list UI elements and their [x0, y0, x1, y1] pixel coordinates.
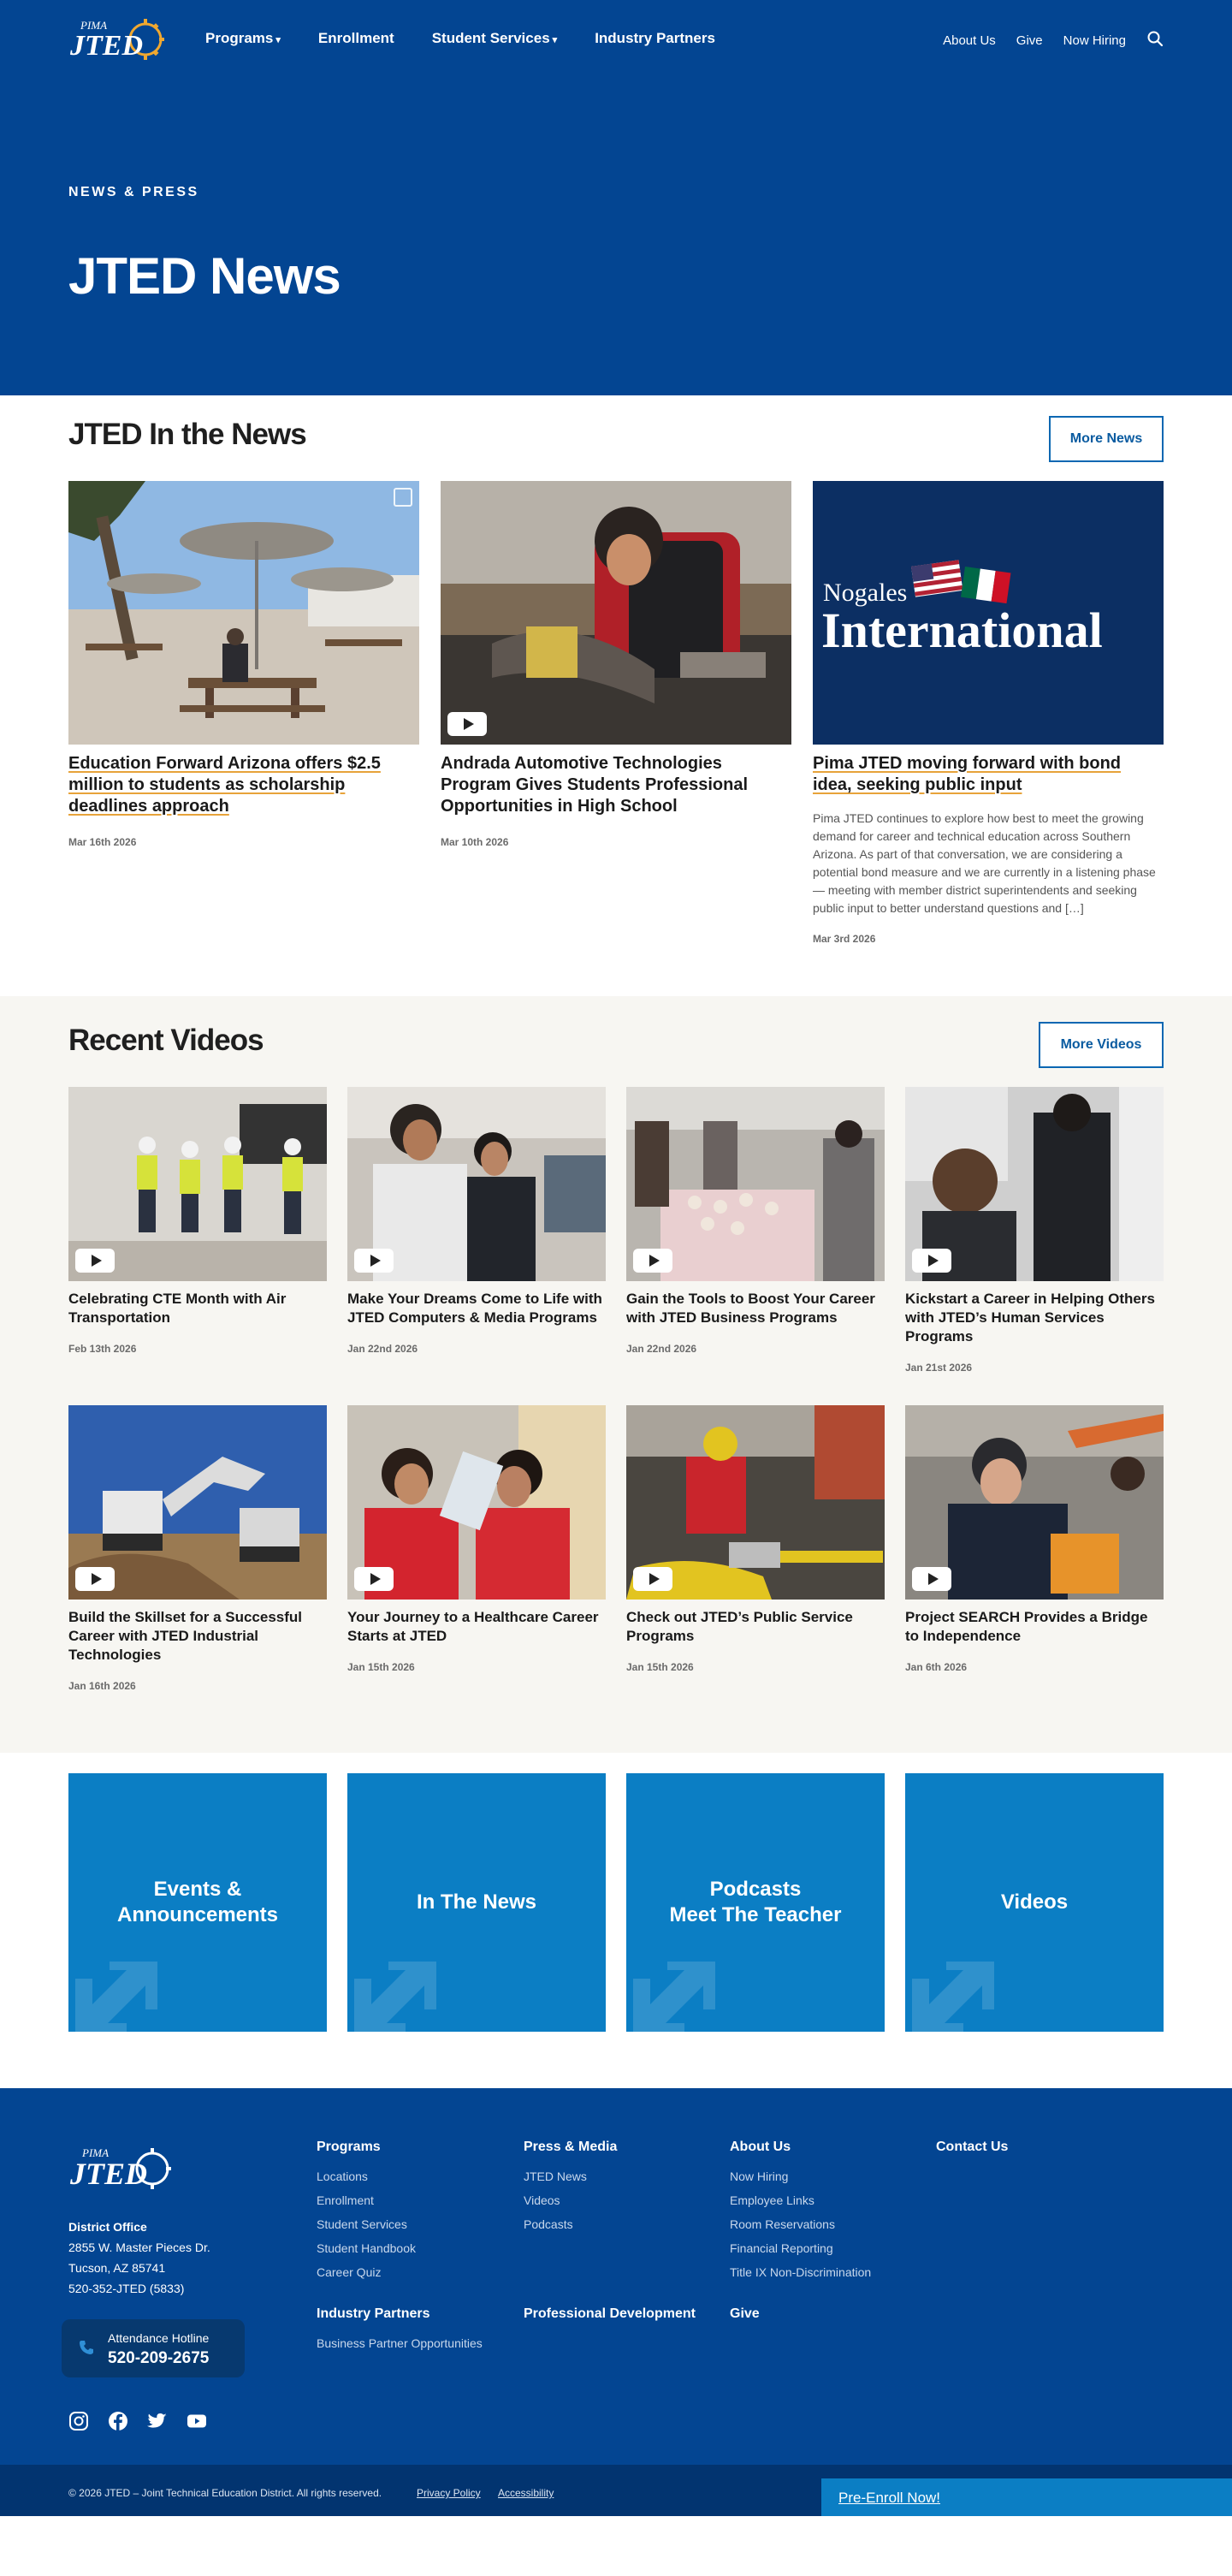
hero-kicker: NEWS & PRESS: [68, 185, 199, 199]
news-card: [68, 481, 419, 848]
more-videos-button[interactable]: More Videos: [1039, 1022, 1164, 1068]
footer-link[interactable]: Locations: [317, 2169, 368, 2183]
footer-logo[interactable]: [68, 2140, 175, 2196]
external-link-icon: [394, 488, 412, 507]
svg-text:International: International: [821, 602, 1103, 658]
footer-heading[interactable]: Contact Us: [936, 2140, 1009, 2154]
site-footer: [0, 2088, 1232, 2516]
nav-give[interactable]: Give: [1016, 33, 1043, 48]
video-thumbnail[interactable]: [626, 1087, 885, 1281]
play-icon: [447, 712, 487, 736]
facebook-icon: [108, 2411, 128, 2431]
footer-link[interactable]: Podcasts: [524, 2217, 573, 2231]
footer-link[interactable]: Career Quiz: [317, 2265, 382, 2279]
footer-col-about-us: [730, 2140, 871, 2284]
search-icon: [1146, 30, 1164, 47]
footer-link[interactable]: Room Reservations: [730, 2217, 835, 2231]
news-title[interactable]: Education Forward Arizona offers $2.5 million to students as scholarship deadlines approach: [68, 754, 381, 816]
hero-section: [0, 0, 1232, 395]
video-thumbnail[interactable]: [347, 1087, 606, 1281]
youtube-link[interactable]: [187, 2411, 207, 2436]
footer-link[interactable]: Now Hiring: [730, 2169, 789, 2183]
district-address: District Office 2855 W. Master Pieces Dr. Tucson, AZ 85741 520-352-JTED (5833): [68, 2220, 210, 2295]
video-card: [626, 1087, 885, 1355]
play-icon: [354, 1567, 394, 1591]
video-thumbnail[interactable]: [68, 1405, 327, 1600]
svg-text:JTED: JTED: [70, 2157, 147, 2191]
arrow-up-right-icon: [354, 1962, 436, 2032]
video-title[interactable]: Project SEARCH Provides a Bridge to Independence: [905, 1609, 1148, 1644]
svg-text:Nogales: Nogales: [823, 579, 908, 607]
news-date: Mar 10th 2026: [441, 836, 509, 848]
news-card: [441, 481, 791, 848]
twitter-link[interactable]: [147, 2411, 168, 2436]
video-thumbnail[interactable]: [905, 1405, 1164, 1600]
tile-in-the-news[interactable]: In The News: [347, 1773, 606, 2032]
video-card: [626, 1405, 885, 1673]
accessibility-link[interactable]: Accessibility: [498, 2487, 554, 2499]
footer-heading[interactable]: Professional Development: [524, 2306, 696, 2321]
footer-col-press-media: [524, 2140, 617, 2236]
footer-col-professional-development: [524, 2306, 696, 2331]
news-date: Mar 16th 2026: [68, 836, 137, 848]
arrow-up-right-icon: [75, 1962, 157, 2032]
footer-link[interactable]: Student Services: [317, 2217, 407, 2231]
phone-icon: [79, 2340, 94, 2355]
video-date: Jan 6th 2026: [905, 1661, 968, 1673]
video-date: Feb 13th 2026: [68, 1343, 137, 1355]
news-section: [0, 395, 1232, 996]
video-title[interactable]: Check out JTED’s Public Service Programs: [626, 1609, 853, 1644]
play-icon: [912, 1249, 951, 1273]
copyright-text: © 2026 JTED – Joint Technical Education District. All rights reserved.: [68, 2487, 382, 2499]
footer-bottom-bar: [0, 2465, 1232, 2516]
videos-section: [0, 996, 1232, 1753]
footer-link[interactable]: Enrollment: [317, 2193, 374, 2207]
district-phone-link[interactable]: 520-352-JTED (5833): [68, 2282, 185, 2295]
footer-heading[interactable]: About Us: [730, 2140, 791, 2154]
video-card: [347, 1405, 606, 1673]
play-icon: [633, 1249, 672, 1273]
footer-col-industry-partners: [317, 2306, 483, 2355]
video-thumbnail[interactable]: [905, 1087, 1164, 1281]
video-card: [347, 1087, 606, 1355]
video-thumbnail[interactable]: [347, 1405, 606, 1600]
nav-now-hiring[interactable]: Now Hiring: [1063, 33, 1126, 48]
quick-links-section: [0, 1753, 1232, 2088]
news-date: Mar 3rd 2026: [813, 933, 876, 945]
video-thumbnail[interactable]: [626, 1405, 885, 1600]
footer-link[interactable]: JTED News: [524, 2169, 587, 2183]
nav-industry-partners[interactable]: Industry Partners: [595, 30, 715, 46]
news-card: [813, 481, 1164, 945]
footer-heading[interactable]: Programs: [317, 2140, 381, 2154]
nav-about-us[interactable]: About Us: [943, 33, 996, 48]
video-title[interactable]: Build the Skillset for a Successful Career with JTED Industrial Technologies: [68, 1609, 303, 1663]
video-date: Jan 15th 2026: [347, 1661, 415, 1673]
main-header: [0, 0, 1232, 77]
video-card: [905, 1405, 1164, 1673]
video-date: Jan 22nd 2026: [347, 1343, 418, 1355]
arrow-up-right-icon: [633, 1962, 715, 2032]
arrow-up-right-icon: [912, 1962, 994, 2032]
footer-link[interactable]: Business Partner Opportunities: [317, 2336, 483, 2350]
social-links: [68, 2411, 207, 2436]
news-image[interactable]: [441, 481, 791, 745]
video-card: [68, 1405, 327, 1692]
search-button[interactable]: [1146, 30, 1164, 50]
footer-link[interactable]: Student Handbook: [317, 2241, 416, 2255]
jted-logo[interactable]: [68, 14, 167, 65]
news-excerpt: Pima JTED continues to explore how best to meet the growing demand for career and technical education across Southern Arizona. As part of that conversation, we are considering a potential bond measure and we are currently in a listening phase — meeting with member district superintendents and seeking public input to better understand questions and […]: [813, 811, 1156, 915]
facebook-link[interactable]: [108, 2411, 128, 2436]
video-title[interactable]: Make Your Dreams Come to Life with JTED Computers & Media Programs: [347, 1291, 602, 1326]
more-news-button[interactable]: More News: [1049, 416, 1164, 462]
utility-nav: [943, 30, 1164, 50]
svg-text:JTED: JTED: [70, 30, 143, 62]
videos-section-title: Recent Videos: [68, 1024, 264, 1057]
youtube-icon: [187, 2411, 207, 2431]
video-date: Jan 16th 2026: [68, 1680, 136, 1692]
pre-enroll-button[interactable]: Pre-Enroll Now!: [821, 2478, 1232, 2516]
footer-col-contact-us: [936, 2140, 1008, 2164]
footer-link[interactable]: Financial Reporting: [730, 2241, 833, 2255]
nav-enrollment[interactable]: Enrollment: [317, 30, 394, 46]
footer-col-give: [730, 2306, 760, 2331]
footer-link[interactable]: Employee Links: [730, 2193, 814, 2207]
instagram-icon: [68, 2411, 89, 2431]
play-icon: [75, 1249, 115, 1273]
tile-podcasts[interactable]: Podcasts Meet The Teacher: [626, 1773, 885, 2032]
news-section-title: JTED In the News: [68, 418, 306, 451]
video-title[interactable]: Kickstart a Career in Helping Others with JTED’s Human Services Programs: [905, 1291, 1155, 1344]
tile-videos[interactable]: Videos: [905, 1773, 1164, 2032]
video-card: [905, 1087, 1164, 1374]
footer-heading[interactable]: Give: [730, 2306, 760, 2321]
attendance-hotline[interactable]: Attendance Hotline 520-209-2675: [62, 2319, 245, 2377]
twitter-icon: [147, 2411, 168, 2431]
privacy-policy-link[interactable]: Privacy Policy: [417, 2487, 481, 2499]
chevron-down-icon: ▾: [552, 35, 558, 45]
nav-programs[interactable]: Programs ▾: [205, 30, 281, 46]
svg-text:PIMA: PIMA: [82, 2146, 110, 2159]
tile-events-announcements[interactable]: Events & Announcements: [68, 1773, 327, 2032]
nav-student-services[interactable]: Student Services ▾: [431, 30, 558, 46]
svg-text:PIMA: PIMA: [80, 19, 108, 32]
footer-link[interactable]: Videos: [524, 2193, 560, 2207]
video-date: Jan 15th 2026: [626, 1661, 694, 1673]
video-title[interactable]: Your Journey to a Healthcare Career Starts at JTED: [347, 1609, 599, 1644]
play-icon: [354, 1249, 394, 1273]
news-title[interactable]: Pima JTED moving forward with bond idea, seeking public input: [813, 754, 1122, 794]
video-title[interactable]: Celebrating CTE Month with Air Transportation: [68, 1291, 287, 1326]
footer-col-programs: [317, 2140, 416, 2284]
video-date: Jan 21st 2026: [905, 1362, 973, 1374]
news-image[interactable]: [813, 481, 1164, 745]
video-card: [68, 1087, 327, 1355]
footer-heading[interactable]: Press & Media: [524, 2140, 618, 2154]
video-date: Jan 22nd 2026: [626, 1343, 697, 1355]
play-icon: [912, 1567, 951, 1591]
footer-heading[interactable]: Industry Partners: [317, 2306, 430, 2321]
news-image[interactable]: [68, 481, 419, 745]
news-title[interactable]: Andrada Automotive Technologies Program Gives Students Professional Opportunities in High School: [441, 754, 748, 816]
video-title[interactable]: Gain the Tools to Boost Your Career with JTED Business Programs: [626, 1291, 875, 1326]
primary-nav: [205, 30, 715, 47]
play-icon: [633, 1567, 672, 1591]
instagram-link[interactable]: [68, 2411, 89, 2436]
chevron-down-icon: ▾: [275, 35, 281, 45]
play-icon: [75, 1567, 115, 1591]
page-title: JTED News: [68, 247, 341, 305]
footer-link[interactable]: Title IX Non-Discrimination: [730, 2265, 872, 2279]
video-thumbnail[interactable]: [68, 1087, 327, 1281]
